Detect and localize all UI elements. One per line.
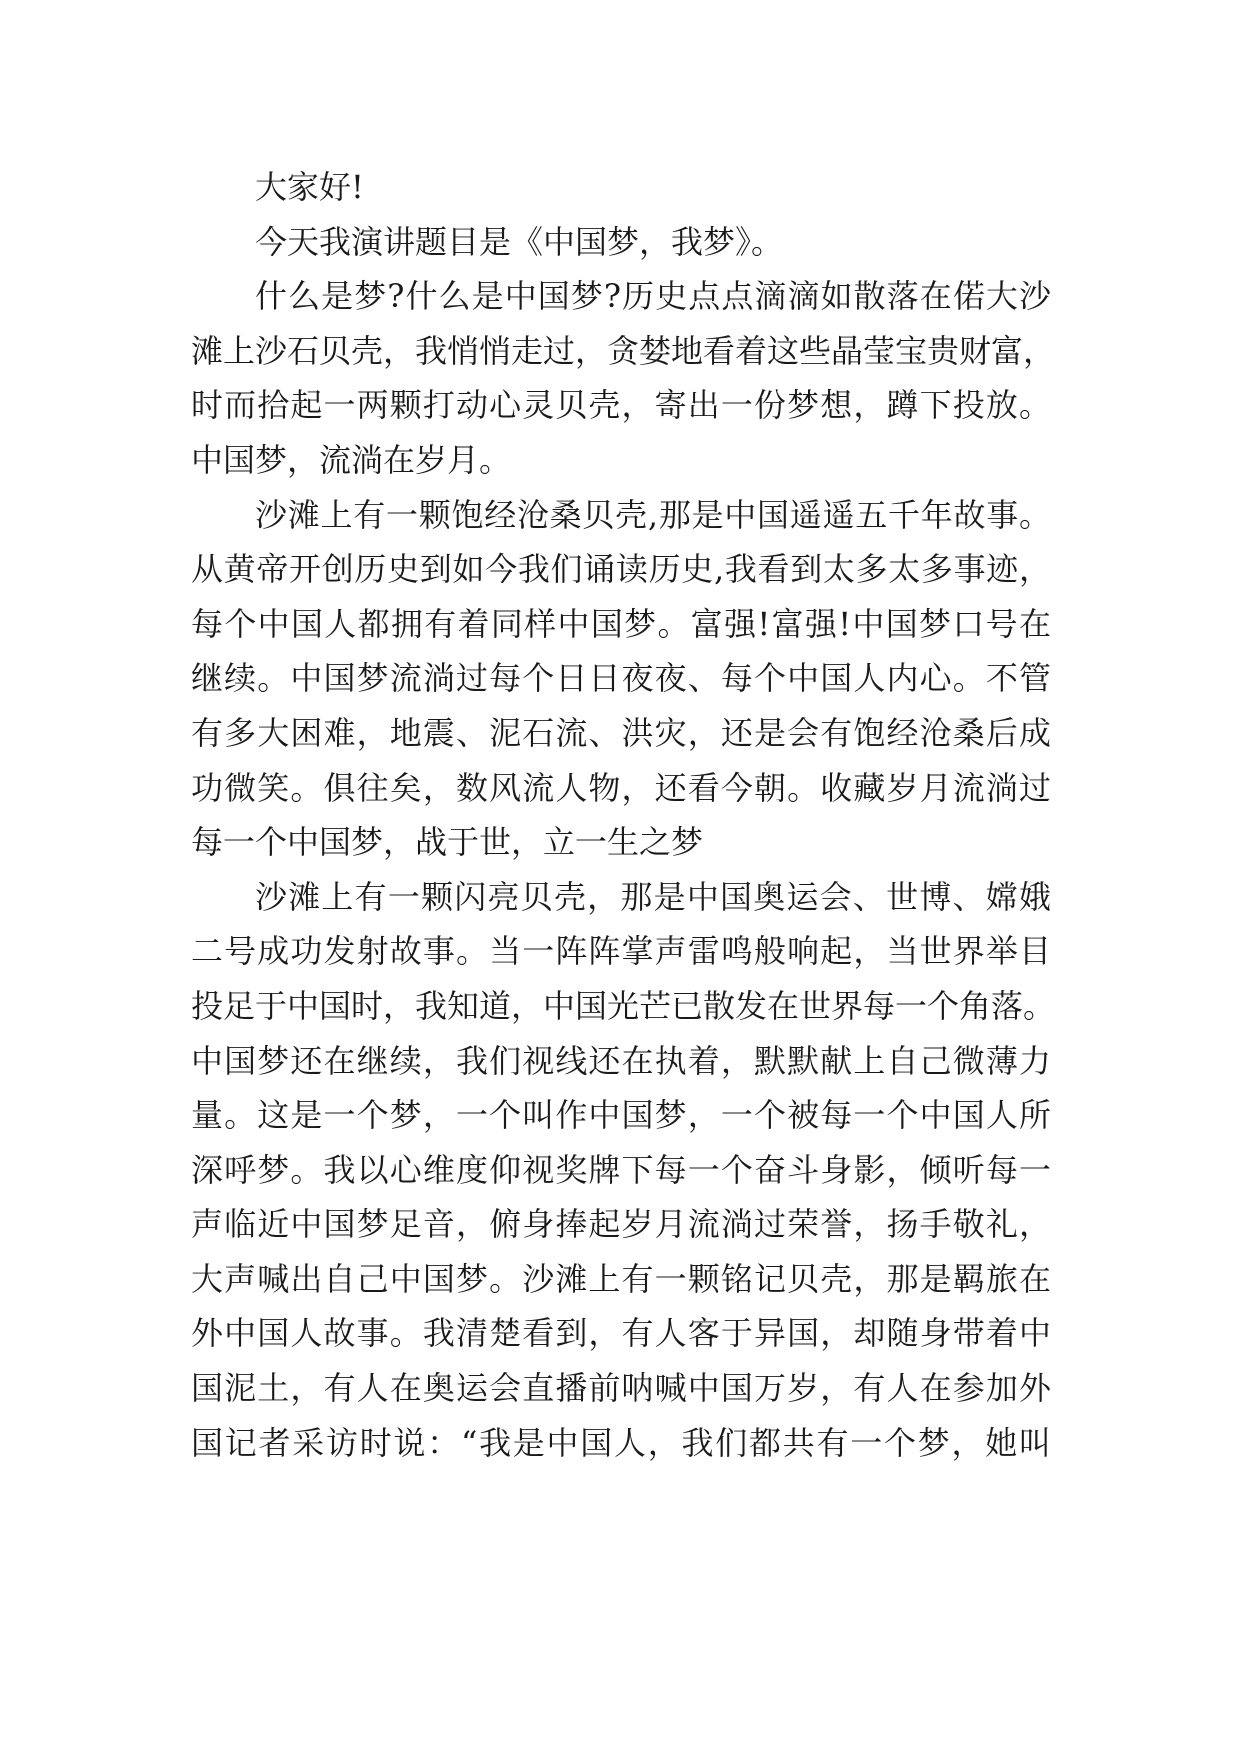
text-line: 继续。中国梦流淌过每个日日夜夜、每个中国人内心。不管 — [191, 659, 1051, 698]
text-line: 功微笑。俱往矣，数风流人物，还看今朝。收藏岁月流淌过 — [191, 768, 1051, 807]
text-line: 中国梦，流淌在岁月。 — [191, 440, 512, 479]
text-line: 沙滩上有一颗饱经沧桑贝壳,那是中国遥遥五千年故事。 — [255, 495, 1051, 534]
text-line: 有多大困难，地震、泥石流、洪灾，还是会有饱经沧桑后成 — [191, 713, 1051, 752]
text-line: 投足于中国时，我知道，中国光芒已散发在世界每一个角落。 — [191, 986, 1056, 1025]
text-line: 大家好! — [255, 168, 364, 206]
text-line: 今天我演讲题目是《中国梦，我梦》。 — [255, 222, 784, 261]
text-line: 量。这是一个梦，一个叫作中国梦，一个被每一个中国人所 — [191, 1096, 1051, 1135]
text-line: 沙滩上有一颗闪亮贝壳，那是中国奥运会、世博、嫦娥 — [255, 877, 1051, 916]
text-line: 从黄帝开创历史到如今我们诵读历史,我看到太多太多事迹， — [191, 550, 1051, 589]
text-line: 深呼梦。我以心维度仰视奖牌下每一个奋斗身影，倾听每一 — [191, 1150, 1051, 1189]
text-line: 每一个中国梦，战于世，立一生之梦 — [191, 823, 704, 862]
text-line: 二号成功发射故事。当一阵阵掌声雷鸣般响起，当世界举目 — [191, 932, 1051, 971]
text-line: 国记者采访时说：“我是中国人，我们都共有一个梦，她叫 — [191, 1423, 1051, 1462]
text-line: 什么是梦?什么是中国梦?历史点点滴滴如散落在偌大沙 — [255, 277, 1051, 316]
text-line: 大声喊出自己中国梦。沙滩上有一颗铭记贝壳，那是羁旅在 — [191, 1259, 1051, 1298]
speech-text-body — [191, 160, 1056, 1470]
text-line: 中国梦还在继续，我们视线还在执着，默默献上自己微薄力 — [191, 1041, 1051, 1080]
text-line: 时而拾起一两颗打动心灵贝壳，寄出一份梦想，蹲下投放。 — [191, 386, 1051, 425]
text-line: 外中国人故事。我清楚看到，有人客于异国，却随身带着中 — [191, 1314, 1051, 1353]
text-line: 声临近中国梦足音，俯身捧起岁月流淌过荣誉，扬手敬礼， — [191, 1205, 1051, 1244]
text-line: 国泥土，有人在奥运会直播前呐喊中国万岁，有人在参加外 — [191, 1369, 1051, 1408]
text-line: 滩上沙石贝壳，我悄悄走过，贪婪地看着这些晶莹宝贵财富， — [191, 331, 1056, 370]
text-line: 每个中国人都拥有着同样中国梦。富强!富强!中国梦口号在 — [191, 604, 1051, 643]
